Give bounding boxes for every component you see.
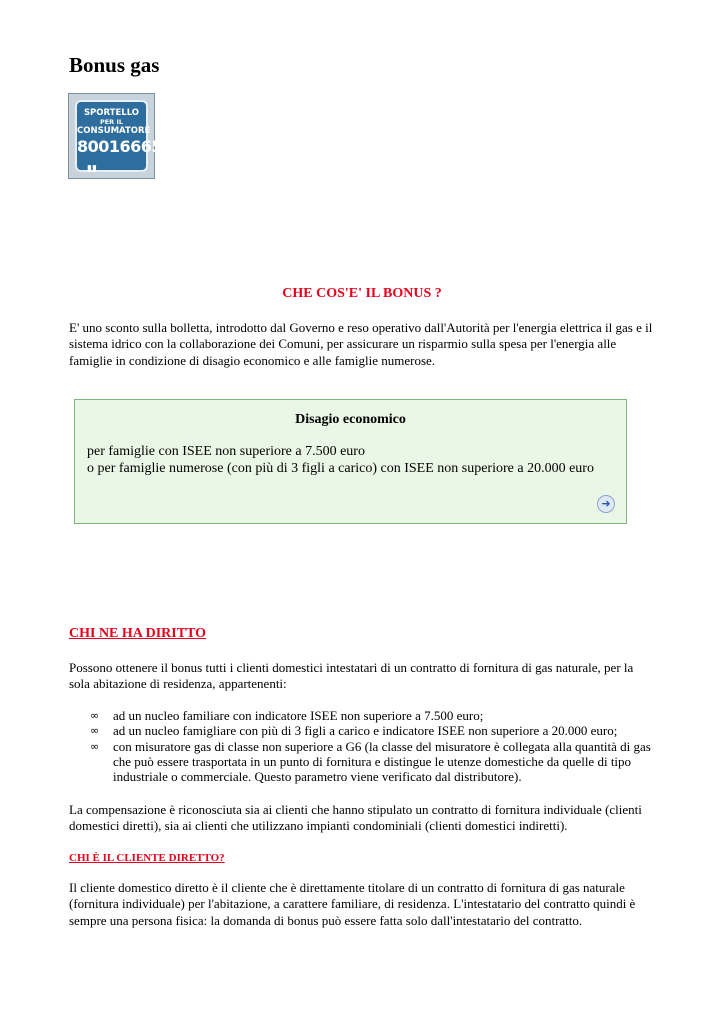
list-item-text: ad un nucleo famigliare con più di 3 figli a carico e indicatore ISEE non superiore a 20.000 euro; <box>113 723 618 739</box>
arrow-right-icon[interactable]: ➜ <box>597 495 615 513</box>
eligibility-intro: Possono ottenere il bonus tutti i clienti domestici intestatari di un contratto di fornitura di gas naturale, per la sola abitazione di residenza, appartenenti: <box>69 660 634 692</box>
page-title: Bonus gas <box>69 53 160 77</box>
compensation-paragraph: La compensazione è riconosciuta sia ai clienti che hanno stipulato un contratto di fornitura individuale (clienti domestici diretti), sia ai clienti che utilizzano impianti condominiali (clienti domestici indiretti). <box>69 802 642 834</box>
logo-phone-number: 800166654 <box>77 137 173 156</box>
bonus-description: E' uno sconto sulla bolletta, introdotto dal Governo e reso operativo dall'Autorità per l'energia elettrica il gas e il sistema idrico con la collaborazione dei Comuni, per assicurare un risparmio sulla spesa per l'energia alle famiglie in condizione di disagio economico e alle famiglie numerose. <box>69 320 653 368</box>
plug-icon: ▮▮ <box>87 164 97 174</box>
list-item <box>90 739 660 785</box>
list-item <box>90 723 660 738</box>
section-heading-direct-client: CHI È IL CLIENTE DIRETTO? <box>69 852 225 864</box>
list-item-text: ad un nucleo familiare con indicatore ISEE non superiore a 7.500 euro; <box>113 708 484 723</box>
logo-line2: PER IL <box>99 118 124 126</box>
list-item-text: con misuratore gas di classe non superiore a G6 (la classe del misuratore è collegata alla quantità di gas che può essere trasportata in un punto di fornitura e distingue le utenze domestiche da quelle di tipo industriale o commerciale. Questo parametro viene verificato dal distributore). <box>113 738 651 785</box>
consumer-desk-logo <box>68 93 173 179</box>
box-line-1: per famiglie con ISEE non superiore a 7.500 euro <box>87 444 365 459</box>
logo-badge <box>75 100 173 174</box>
list-item <box>90 708 660 723</box>
bullet-icon: ∞ <box>90 724 100 738</box>
box-title: Disagio economico <box>295 412 406 427</box>
eligibility-list <box>90 708 660 784</box>
bullet-icon: ∞ <box>90 739 100 753</box>
section-heading-what-is-bonus: CHE COS'E' IL BONUS ? <box>282 286 442 301</box>
box-line-2: o per famiglie numerose (con più di 3 figli a carico) con ISEE non superiore a 20.000 euro <box>87 461 594 476</box>
bullet-icon: ∞ <box>90 709 100 722</box>
logo-line3: CONSUMATORE <box>77 126 151 136</box>
logo-line1: SPORTELLO <box>83 108 140 118</box>
direct-client-description: Il cliente domestico diretto è il cliente che è direttamente titolare di un contratto di fornitura di gas naturale (fornitura individuale) per l'abitazione, a carattere familiare, di residenza. L'intestatario del contratto quindi è sempre una persona fisica: la domanda di bonus può essere fatta solo dall'intestatario del contratto. <box>69 880 636 928</box>
economic-hardship-box <box>74 399 627 524</box>
section-heading-who-is-entitled: CHI NE HA DIRITTO <box>69 626 207 641</box>
